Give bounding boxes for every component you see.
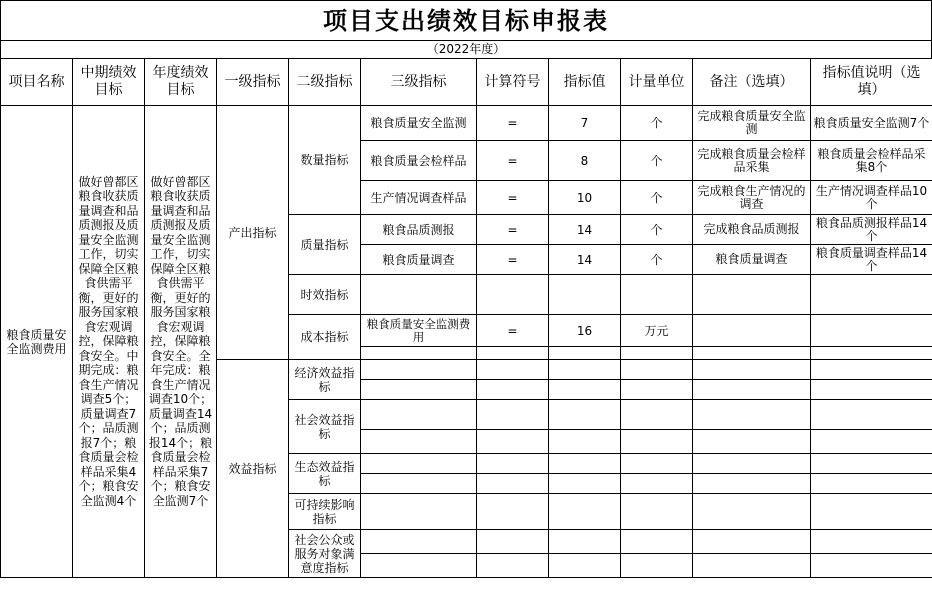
- empty-cell: [811, 494, 932, 530]
- unit-cell: 个: [621, 141, 693, 181]
- empty-cell: [477, 347, 549, 360]
- header-level1: 一级指标: [217, 59, 289, 106]
- empty-cell: [621, 530, 693, 554]
- value-cell: 7: [549, 106, 621, 141]
- empty-cell: [361, 454, 477, 474]
- empty-cell: [549, 454, 621, 474]
- empty-cell: [811, 474, 932, 494]
- empty-cell: [621, 494, 693, 530]
- level2-social: 社会效益指标: [289, 400, 361, 454]
- form-year: （2022年度）: [0, 40, 932, 58]
- empty-cell: [361, 554, 477, 578]
- project-name-cell: 粮食质量安全监测费用: [1, 106, 73, 578]
- empty-cell: [693, 430, 811, 454]
- empty-cell: [361, 380, 477, 400]
- unit-cell: 个: [621, 245, 693, 275]
- desc-cell: [811, 315, 932, 347]
- desc-cell: 粮食质量安全监测7个: [811, 106, 932, 141]
- empty-cell: [693, 275, 811, 315]
- empty-cell: [477, 554, 549, 578]
- empty-cell: [621, 360, 693, 380]
- operator-cell: =: [477, 106, 549, 141]
- desc-cell: 粮食质量会检样品采集8个: [811, 141, 932, 181]
- unit-cell: 个: [621, 106, 693, 141]
- value-cell: 14: [549, 215, 621, 245]
- desc-cell: 生产情况调查样品10个: [811, 181, 932, 215]
- empty-cell: [477, 430, 549, 454]
- level2-sustainable: 可持续影响指标: [289, 494, 361, 530]
- empty-cell: [811, 454, 932, 474]
- empty-cell: [361, 347, 477, 360]
- empty-cell: [361, 360, 477, 380]
- level3-name: 粮食质量会检样品: [361, 141, 477, 181]
- empty-cell: [811, 347, 932, 360]
- operator-cell: =: [477, 315, 549, 347]
- value-cell: 10: [549, 181, 621, 215]
- level3-name: 生产情况调查样品: [361, 181, 477, 215]
- operator-cell: =: [477, 141, 549, 181]
- note-cell: 完成粮食品质测报: [693, 215, 811, 245]
- empty-cell: [477, 454, 549, 474]
- level2-cost: 成本指标: [289, 315, 361, 360]
- empty-cell: [477, 474, 549, 494]
- empty-cell: [621, 430, 693, 454]
- header-value: 指标值: [549, 59, 621, 106]
- note-cell: 完成粮食质量安全监测: [693, 106, 811, 141]
- empty-cell: [549, 530, 621, 554]
- empty-cell: [549, 347, 621, 360]
- note-cell: 粮食质量调查: [693, 245, 811, 275]
- empty-cell: [693, 530, 811, 554]
- desc-cell: 粮食质量调查样品14个: [811, 245, 932, 275]
- level2-satisfaction: 社会公众或服务对象满意度指标: [289, 530, 361, 578]
- empty-cell: [361, 430, 477, 454]
- header-operator: 计算符号: [477, 59, 549, 106]
- level2-quality: 质量指标: [289, 215, 361, 275]
- value-cell: 14: [549, 245, 621, 275]
- empty-cell: [477, 530, 549, 554]
- empty-cell: [811, 275, 932, 315]
- header-level2: 二级指标: [289, 59, 361, 106]
- empty-cell: [361, 494, 477, 530]
- level3-name: 粮食质量调查: [361, 245, 477, 275]
- value-cell: 16: [549, 315, 621, 347]
- header-row: [1, 59, 932, 106]
- empty-cell: [549, 554, 621, 578]
- empty-cell: [693, 554, 811, 578]
- level3-name: 粮食质量安全监测: [361, 106, 477, 141]
- empty-cell: [549, 275, 621, 315]
- empty-cell: [361, 275, 477, 315]
- empty-cell: [693, 380, 811, 400]
- empty-cell: [361, 474, 477, 494]
- empty-cell: [693, 494, 811, 530]
- empty-cell: [693, 454, 811, 474]
- header-project-name: 项目名称: [1, 59, 73, 106]
- operator-cell: =: [477, 245, 549, 275]
- empty-cell: [549, 430, 621, 454]
- indicator-table: [0, 58, 932, 578]
- unit-cell: 个: [621, 215, 693, 245]
- empty-cell: [549, 494, 621, 530]
- operator-cell: =: [477, 215, 549, 245]
- mid-goal-cell: 做好曾都区粮食收获质量调查和品质测报及质量安全监测工作，切实保障全区粮食供需平衡，更好的服务国家粮食宏观调控，保障粮食安全。中期完成：粮食生产情况调查5个；质量调查7个；品质测报7个；粮食质量会检样品采集4个；粮食安全监测4个: [73, 106, 145, 578]
- empty-cell: [361, 400, 477, 430]
- empty-cell: [621, 554, 693, 578]
- empty-cell: [621, 275, 693, 315]
- level2-timeliness: 时效指标: [289, 275, 361, 315]
- empty-cell: [477, 360, 549, 380]
- header-annual-goal: 年度绩效目标: [145, 59, 217, 106]
- empty-cell: [549, 360, 621, 380]
- empty-cell: [693, 474, 811, 494]
- header-unit: 计量单位: [621, 59, 693, 106]
- table-row: [1, 106, 932, 141]
- unit-cell: 个: [621, 181, 693, 215]
- empty-cell: [621, 347, 693, 360]
- unit-cell: 万元: [621, 315, 693, 347]
- empty-cell: [361, 530, 477, 554]
- form-title: 项目支出绩效目标申报表: [0, 0, 932, 40]
- header-desc: 指标值说明（选填）: [811, 59, 932, 106]
- header-note: 备注（选填）: [693, 59, 811, 106]
- empty-cell: [811, 400, 932, 430]
- note-cell: 完成粮食生产情况的调查: [693, 181, 811, 215]
- level1-output: 产出指标: [217, 106, 289, 360]
- empty-cell: [549, 474, 621, 494]
- empty-cell: [621, 474, 693, 494]
- level1-benefit: 效益指标: [217, 360, 289, 578]
- level2-quantity: 数量指标: [289, 106, 361, 215]
- empty-cell: [811, 530, 932, 554]
- empty-cell: [693, 400, 811, 430]
- operator-cell: =: [477, 181, 549, 215]
- empty-cell: [477, 400, 549, 430]
- empty-cell: [477, 275, 549, 315]
- level3-name: 粮食质量安全监测费用: [361, 315, 477, 347]
- empty-cell: [477, 380, 549, 400]
- empty-cell: [811, 380, 932, 400]
- note-cell: [693, 315, 811, 347]
- empty-cell: [811, 360, 932, 380]
- header-mid-goal: 中期绩效目标: [73, 59, 145, 106]
- value-cell: 8: [549, 141, 621, 181]
- empty-cell: [693, 347, 811, 360]
- empty-cell: [549, 380, 621, 400]
- level2-ecological: 生态效益指标: [289, 454, 361, 494]
- level3-name: 粮食品质测报: [361, 215, 477, 245]
- empty-cell: [693, 360, 811, 380]
- annual-goal-cell: 做好曾都区粮食收获质量调查和品质测报及质量安全监测工作，切实保障全区粮食供需平衡，更好的服务国家粮食宏观调控，保障粮食安全。全年完成：粮食生产情况调查10个；质量调查14个；品质测报14个；粮食质量会检样品采集7个；粮食安全监测7个: [145, 106, 217, 578]
- desc-cell: 粮食品质测报样品14个: [811, 215, 932, 245]
- header-level3: 三级指标: [361, 59, 477, 106]
- empty-cell: [621, 454, 693, 474]
- note-cell: 完成粮食质量会检样品采集: [693, 141, 811, 181]
- empty-cell: [811, 430, 932, 454]
- level2-economic: 经济效益指标: [289, 360, 361, 400]
- empty-cell: [621, 380, 693, 400]
- empty-cell: [549, 400, 621, 430]
- empty-cell: [621, 400, 693, 430]
- empty-cell: [811, 554, 932, 578]
- empty-cell: [477, 494, 549, 530]
